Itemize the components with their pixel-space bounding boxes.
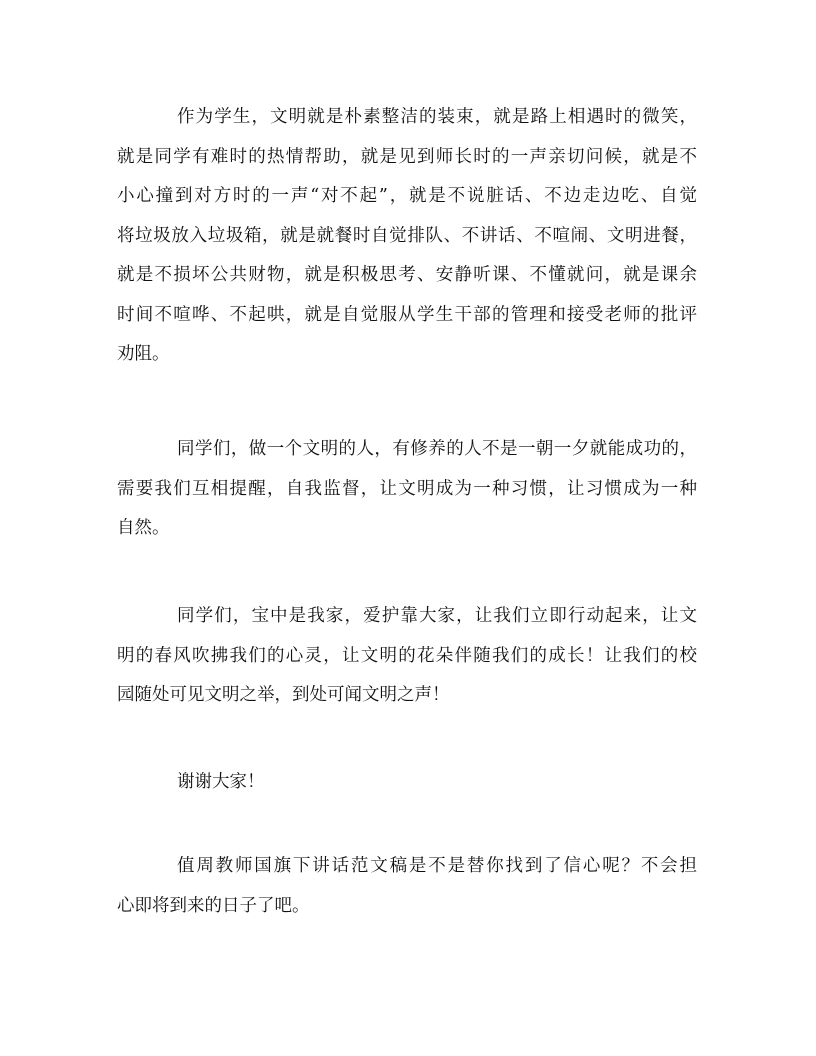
text-line: 同学们，做一个文明的人，有修养的人不是一朝一夕就能成功的，	[177, 439, 697, 459]
text-line: 作为学生，文明就是朴素整洁的装束，就是路上相遇时的微笑，	[177, 107, 697, 127]
text-line: 就是不损坏公共财物，就是积极思考、安静听课、不懂就问，就是课余	[117, 265, 697, 285]
paragraph-closing-note	[117, 847, 697, 926]
text-line: 时间不喧哗、不起哄，就是自觉服从学生干部的管理和接受老师的批评	[117, 304, 697, 325]
text-line: 劝阻。	[117, 344, 170, 364]
text-line: 明的春风吹拂我们的心灵，让文明的花朵伴随我们的成长！让我们的校	[117, 645, 697, 666]
text-line: 就是同学有难时的热情帮助，就是见到师长时的一声亲切问候，就是不	[117, 146, 697, 167]
text-line: 需要我们互相提醒，自我监督，让文明成为一种习惯，让习惯成为一种	[117, 478, 697, 499]
text-line: 值周教师国旗下讲话范文稿是不是替你找到了信心呢？不会担	[177, 856, 697, 876]
text-line: 自然。	[117, 518, 170, 538]
paragraph-school-home	[117, 597, 697, 716]
text-line: 园随处可见文明之举，到处可闻文明之声！	[117, 685, 450, 705]
text-line: 谢谢大家！	[177, 772, 265, 792]
paragraph-thanks	[117, 763, 697, 803]
text-line: 将垃圾放入垃圾箱，就是就餐时自觉排队、不讲话、不喧闹、文明进餐，	[117, 225, 697, 246]
paragraph-student-civility	[117, 98, 697, 375]
text-line: 小心撞到对方时的一声“对不起”，就是不说脏话、不边走边吃、自觉	[117, 186, 697, 206]
text-line: 心即将到来的日子了吧。	[117, 895, 310, 916]
text-line: 同学们，宝中是我家，爱护靠大家，让我们立即行动起来，让文	[177, 606, 697, 626]
paragraph-habit	[117, 430, 697, 549]
